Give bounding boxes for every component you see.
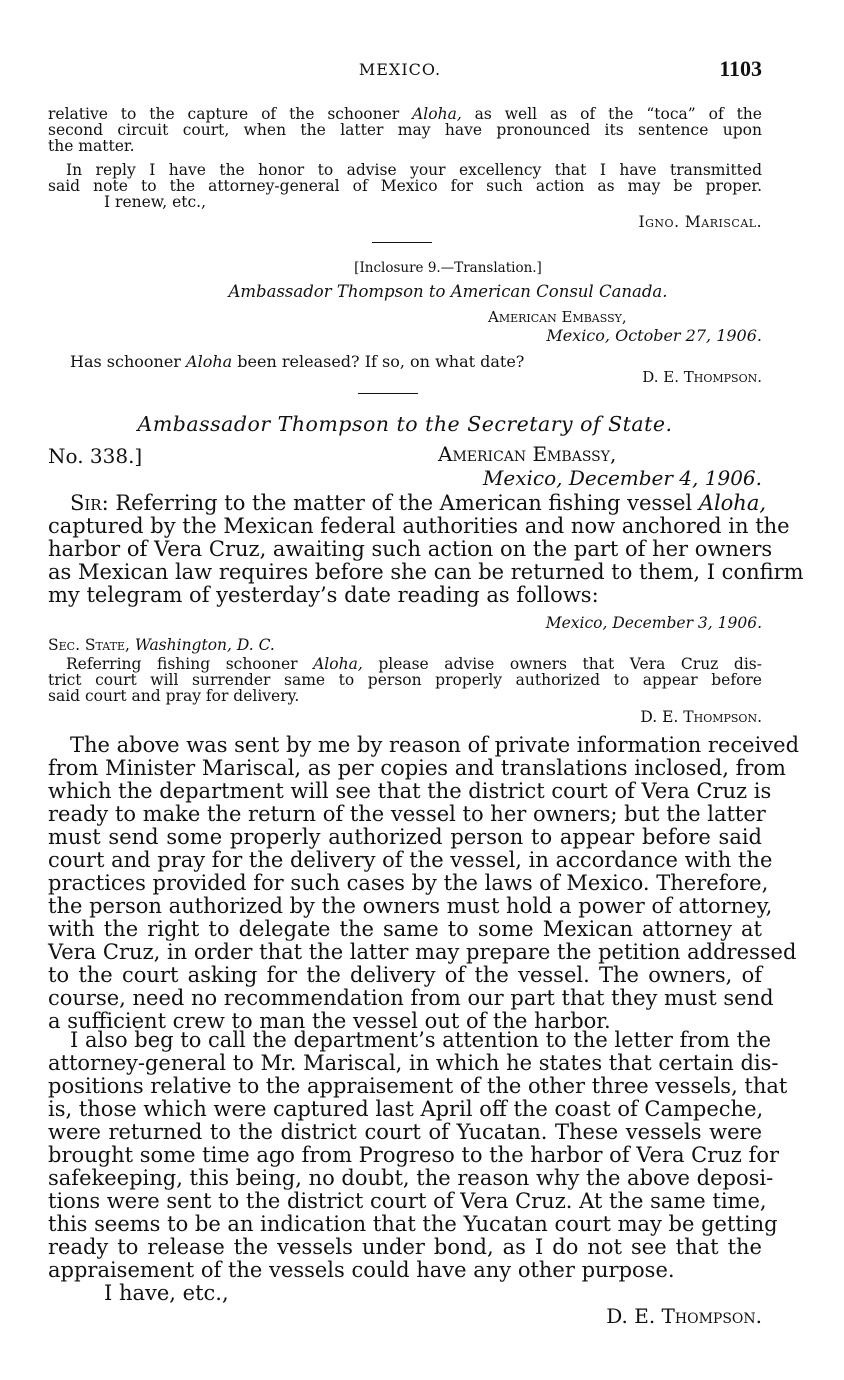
text-line: trict court will surrender same to person properly authorized to appear before (48, 671, 762, 689)
text-line: Referring fishing schooner Aloha, please advise owners that Vera Cruz dis- (66, 655, 762, 673)
letter-title: Ambassador Thompson to the Secretary of State. (137, 412, 673, 436)
signature: D. E. Thompson. (642, 368, 762, 386)
text-line: safekeeping, this being, no doubt, the reason why the above deposi- (48, 1166, 774, 1190)
section-divider (358, 393, 418, 394)
text-line: I also beg to call the department’s attention to the letter from the (70, 1028, 772, 1052)
section-divider (372, 242, 432, 243)
text-line: brought some time ago from Progreso to the harbor of Vera Cruz for (48, 1143, 780, 1167)
running-title: MEXICO. (358, 60, 442, 79)
text-line: Sir: Referring to the matter of the American fishing vessel Aloha, (70, 491, 767, 515)
text-line: ready to release the vessels under bond, as I do not see that the (48, 1235, 762, 1259)
text-line: course, need no recommendation from our part that they must send (48, 986, 774, 1010)
dateline: Mexico, December 4, 1906. (482, 466, 762, 490)
text-line: practices provided for such cases by the laws of Mexico. Therefore, (48, 871, 769, 895)
text-line: attorney-general to Mr. Mariscal, in which he states that certain dis- (48, 1051, 779, 1075)
text-line: from Minister Mariscal, as per copies and translations inclosed, from (48, 756, 786, 780)
text-line: Vera Cruz, in order that the latter may prepare the petition addressed (48, 940, 797, 964)
text-line: said note to the attorney-general of Mexico for such action as may be proper. (48, 177, 762, 195)
signature: Igno. Mariscal. (638, 213, 762, 231)
closing: I have, etc., (104, 1281, 229, 1305)
text-line: appraisement of the vessels could have any other purpose. (48, 1258, 675, 1282)
text-line: my telegram of yesterday’s date reading as follows: (48, 583, 599, 607)
text-line: this seems to be an indication that the Yucatan court may be getting (48, 1212, 778, 1236)
text-line: is, those which were captured last April off the coast of Campeche, (48, 1097, 764, 1121)
telegram-addressee: Sec. State, Washington, D. C. (48, 636, 275, 654)
text-line: a sufficient crew to man the vessel out of the harbor. (48, 1009, 611, 1033)
text-line: which the department will see that the district court of Vera Cruz is (48, 779, 772, 803)
text-line: positions relative to the appraisement of the other three vessels, that (48, 1074, 788, 1098)
letter-number: No. 338.] (48, 444, 143, 468)
text-line: must send some properly authorized person to appear before said (48, 825, 762, 849)
text-line: with the right to delegate the same to some Mexican attorney at (48, 917, 762, 941)
text-line: captured by the Mexican federal authorities and now anchored in the (48, 514, 790, 538)
text-line: relative to the capture of the schooner Aloha, as well as of the “toca” of the (48, 105, 762, 123)
page-number: 1103 (719, 56, 762, 81)
text-line: to the court asking for the delivery of the vessel. The owners, of (48, 963, 762, 987)
text-line: said court and pray for delivery. (48, 687, 300, 705)
telegram-dateline: Mexico, December 3, 1906. (545, 614, 762, 632)
text-line: second circuit court, when the latter may have pronounced its sentence upon (48, 121, 762, 139)
text-line: tions were sent to the district court of Vera Cruz. At the same time, (48, 1189, 767, 1213)
text-line: The above was sent by me by reason of private information received (70, 733, 800, 757)
page (48, 0, 804, 1380)
signature: D. E. Thompson. (606, 1304, 762, 1328)
dateline: Mexico, October 27, 1906. (546, 326, 762, 345)
text-line: ready to make the return of the vessel to her owners; but the latter (48, 802, 766, 826)
text-line: court and pray for the delivery of the vessel, in accordance with the (48, 848, 773, 872)
text-line: as Mexican law requires before she can be returned to them, I confirm (48, 560, 804, 584)
closing: I renew, etc., (104, 193, 207, 211)
text-line: were returned to the district court of Yucatan. These vessels were (48, 1120, 762, 1144)
text-line: the matter. (48, 137, 135, 155)
inclosure-label: [Inclosure 9.—Translation.] (354, 260, 542, 276)
embassy-heading: American Embassy, (438, 442, 617, 466)
inclosure-title: Ambassador Thompson to American Consul Canada. (228, 282, 668, 301)
embassy-heading: American Embassy, (488, 308, 627, 326)
text-line: harbor of Vera Cruz, awaiting such action on the part of her owners (48, 537, 773, 561)
signature: D. E. Thompson. (640, 708, 762, 726)
text-line: the person authorized by the owners must hold a power of attorney, (48, 894, 773, 918)
text-line: In reply I have the honor to advise your excellency that I have transmitted (66, 161, 762, 179)
telegram-text: Has schooner Aloha been released? If so, on what date? (70, 352, 525, 371)
